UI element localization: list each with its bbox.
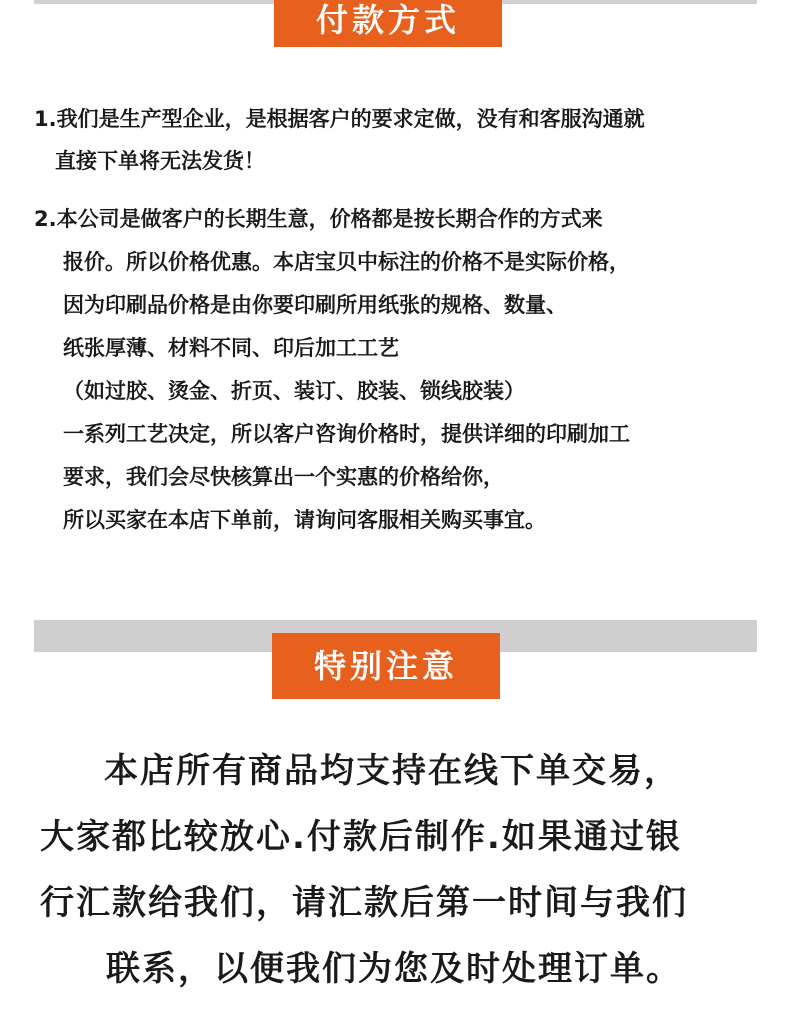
special-notice-text <box>0 738 790 1002</box>
notice-line-4: 联系，以便我们为您及时处理订单。 <box>106 949 682 989</box>
payment-note-2-line-4: 纸张厚薄、材料不同、印后加工工艺 <box>63 336 399 360</box>
payment-note-2-line-8: 所以买家在本店下单前，请询问客服相关购买事宜。 <box>63 508 546 532</box>
payment-method-heading: 付款方式 <box>274 0 502 47</box>
notice-line-3: 行汇款给我们，请汇款后第一时间与我们 <box>40 883 688 923</box>
payment-note-2 <box>34 198 630 542</box>
special-notice-heading: 特别注意 <box>272 633 500 699</box>
payment-note-1 <box>34 98 645 182</box>
payment-note-2-line-2: 报价。所以价格优惠。本店宝贝中标注的价格不是实际价格， <box>63 250 630 274</box>
payment-note-2-line-7: 要求，我们会尽快核算出一个实惠的价格给你， <box>63 465 504 489</box>
payment-note-2-line-1: 2.本公司是做客户的长期生意，价格都是按长期合作的方式来 <box>34 207 603 231</box>
payment-note-2-line-3: 因为印刷品价格是由你要印刷所用纸张的规格、数量、 <box>63 293 567 317</box>
notice-line-1: 本店所有商品均支持在线下单交易， <box>104 751 680 791</box>
payment-note-1-line-1: 1.我们是生产型企业，是根据客户的要求定做，没有和客服沟通就 <box>34 107 645 131</box>
notice-line-2: 大家都比较放心.付款后制作.如果通过银 <box>40 817 682 857</box>
payment-note-2-line-6: 一系列工艺决定，所以客户咨询价格时，提供详细的印刷加工 <box>63 422 630 446</box>
payment-note-1-line-2: 直接下单将无法发货！ <box>55 149 265 173</box>
payment-note-2-line-5: （如过胶、烫金、折页、装订、胶装、锁线胶装） <box>63 379 525 403</box>
